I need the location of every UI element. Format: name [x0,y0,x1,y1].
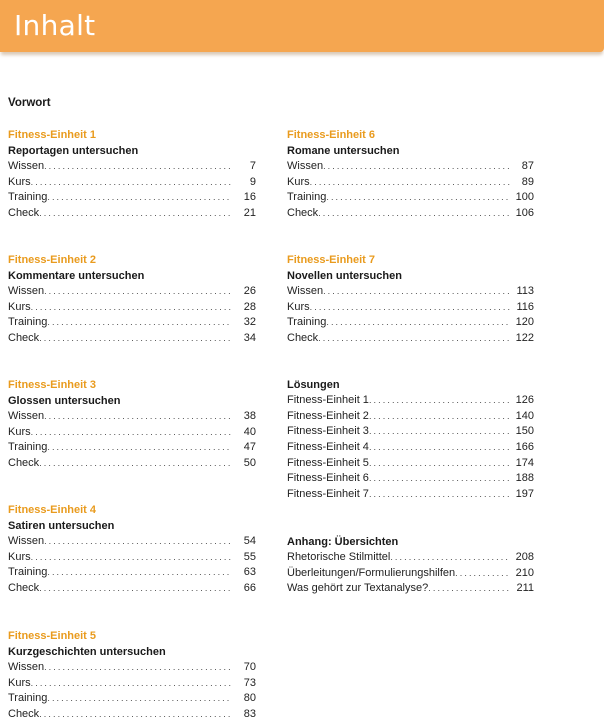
page-number: 87 [521,160,534,172]
entry-label: Wissen [287,160,324,172]
page-number: 166 [515,441,534,454]
entry-label: Wissen [8,160,45,172]
dot-leader [310,300,510,316]
dot-leader [39,456,232,472]
page-number: 40 [243,425,256,438]
unit-label: Fitness-Einheit 1 [8,129,97,141]
entry-label: Rhetorische Stilmittel [287,551,391,563]
entry-label: Check [287,332,319,345]
dot-leader [369,424,510,440]
entry-label: Wissen [8,285,45,297]
entry-label: Fitness-Einheit 7 [287,488,369,501]
toc-entry[interactable] [287,487,534,503]
toc-entry[interactable] [8,331,256,347]
toc-entry[interactable] [287,190,534,206]
dot-leader [47,440,232,456]
entry-label: Kurs [8,175,31,188]
entry-label: Training [287,316,327,329]
page-number: 9 [249,175,256,188]
page-number: 211 [516,582,534,595]
page-number: 140 [515,409,534,422]
entry-label: Fitness-Einheit 2 [287,409,369,422]
entry-label: Training [8,566,48,579]
toc-entry[interactable] [287,206,534,222]
dot-leader [369,456,510,472]
entry-label: Check [8,332,40,345]
dot-leader [47,190,232,206]
entry-label: Kurs [8,425,31,438]
toc-section-unit-5 [8,628,256,723]
toc-section-unit-4 [8,502,256,597]
section-title[interactable]: Novellen untersuchen [287,270,402,282]
unit-label: Fitness-Einheit 6 [287,129,376,141]
toc-entry[interactable] [8,581,256,597]
entry-label: Check [8,708,40,721]
unit-label: Fitness-Einheit 7 [287,254,376,266]
page-number: 174 [515,456,534,469]
dot-leader [31,425,232,441]
toc-entry[interactable] [8,190,256,206]
toc-entry[interactable] [287,424,534,440]
entry-label: Check [8,207,40,220]
page-number: 100 [515,191,534,204]
toc-entry[interactable] [8,315,256,331]
page-number: 21 [243,207,256,220]
page-number: 150 [515,425,534,438]
entry-label: Check [8,582,40,595]
entry-label: Training [8,692,48,705]
entry-label: Überleitungen/Formulierungshilfen [287,566,456,579]
entry-label: Training [8,316,48,329]
page-number: 55 [243,550,256,563]
section-title[interactable]: Kommentare untersuchen [8,270,145,282]
entry-label: Training [287,191,327,204]
toc-entry[interactable] [287,393,534,409]
dot-leader [44,660,232,676]
page-number: 66 [243,582,256,595]
dot-leader [44,284,232,300]
page-number: 83 [243,708,256,721]
toc-entry[interactable] [287,456,534,472]
entry-label: Kurs [8,300,31,313]
page-number: 26 [243,285,256,297]
toc-entry[interactable] [287,566,534,582]
dot-leader [369,409,510,425]
entry-label: Check [8,457,40,470]
dot-leader [318,331,509,347]
title-banner [0,0,604,52]
section-title[interactable]: Romane untersuchen [287,145,400,157]
entry-label: Fitness-Einheit 6 [287,472,369,485]
section-title[interactable]: Reportagen untersuchen [8,145,139,157]
unit-label: Fitness-Einheit 2 [8,254,97,266]
dot-leader [369,440,510,456]
toc-entry[interactable] [8,691,256,707]
section-title[interactable]: Lösungen [287,379,340,391]
entry-label: Fitness-Einheit 5 [287,456,369,469]
entry-label: Kurs [8,676,31,689]
page-number: 50 [243,457,256,470]
page-number: 120 [515,316,534,329]
dot-leader [323,284,510,300]
toc-section-unit-2 [8,252,256,347]
page-number: 34 [243,332,256,345]
dot-leader [323,159,510,175]
toc-entry[interactable] [8,676,256,692]
dot-leader [31,550,232,566]
toc-entry-vorwort[interactable]: Vorwort [8,97,51,109]
toc-entry[interactable] [287,159,534,175]
toc-entry[interactable] [287,471,534,487]
entry-label: Training [8,191,48,204]
dot-leader [47,565,232,581]
section-title[interactable]: Anhang: Übersichten [287,536,399,548]
dot-leader [31,175,232,191]
dot-leader [369,393,510,409]
toc-section-loesungen [287,377,534,503]
dot-leader [47,691,232,707]
toc-section-unit-1 [8,127,256,222]
toc-section-unit-3 [8,377,256,472]
page-title: Inhalt [14,9,96,42]
entry-label: Fitness-Einheit 1 [287,394,369,406]
toc-entry[interactable] [287,409,534,425]
entry-label: Wissen [8,661,45,673]
toc-entry[interactable] [287,284,534,300]
entry-label: Fitness-Einheit 3 [287,425,369,438]
toc-entry[interactable] [8,550,256,566]
entry-label: Kurs [8,550,31,563]
dot-leader [31,300,232,316]
dot-leader [39,581,232,597]
dot-leader [369,471,510,487]
unit-label: Fitness-Einheit 4 [8,504,97,516]
section-title[interactable]: Satiren untersuchen [8,520,115,532]
page-number: 7 [249,160,256,172]
toc-entry[interactable] [8,284,256,300]
dot-leader [44,409,232,425]
page-number: 38 [243,410,256,422]
page-number: 106 [515,207,534,220]
toc-entry[interactable] [287,440,534,456]
page-number: 116 [516,300,534,313]
page-number: 80 [243,692,256,705]
toc-section-unit-7 [287,252,534,347]
dot-leader [39,707,232,723]
toc-entry[interactable] [8,175,256,191]
entry-label: Wissen [8,410,45,422]
page-number: 32 [243,316,256,329]
toc-entry[interactable] [287,315,534,331]
page-number: 63 [243,566,256,579]
dot-leader [47,315,232,331]
dot-leader [369,487,510,503]
page-number: 70 [243,661,256,673]
dot-leader [326,190,509,206]
dot-leader [39,206,232,222]
dot-leader [428,581,510,597]
toc-entry[interactable] [8,534,256,550]
toc-entry[interactable] [8,660,256,676]
page-number: 28 [243,300,256,313]
toc-entry[interactable] [8,159,256,175]
toc-entry[interactable] [8,707,256,723]
page-number: 47 [243,441,256,454]
toc-entry[interactable] [8,300,256,316]
toc-section-unit-6 [287,127,534,222]
entry-label: Wissen [8,535,45,547]
toc-section-anhang [287,534,534,597]
page-number: 122 [515,332,534,345]
unit-label: Fitness-Einheit 5 [8,630,97,642]
page-number: 54 [243,535,256,547]
page-number: 188 [515,472,534,485]
entry-label: Fitness-Einheit 4 [287,441,369,454]
section-title[interactable]: Glossen untersuchen [8,395,121,407]
section-title[interactable]: Kurzgeschichten untersuchen [8,646,166,658]
page-number: 208 [515,551,534,563]
entry-label: Was gehört zur Textanalyse? [287,582,429,595]
page-number: 73 [243,676,256,689]
page-number: 126 [515,394,534,406]
entry-label: Kurs [287,300,310,313]
page-number: 210 [515,566,534,579]
entry-label: Wissen [287,285,324,297]
dot-leader [310,175,510,191]
dot-leader [44,159,232,175]
dot-leader [326,315,509,331]
toc-entry[interactable] [8,425,256,441]
entry-label: Training [8,441,48,454]
unit-label: Fitness-Einheit 3 [8,379,97,391]
toc-entry[interactable] [8,409,256,425]
dot-leader [31,676,232,692]
dot-leader [39,331,232,347]
dot-leader [390,550,509,566]
page-number: 197 [515,488,534,501]
toc-entry[interactable] [8,456,256,472]
page-number: 113 [516,285,534,297]
toc-entry[interactable] [287,175,534,191]
page-number: 16 [243,191,256,204]
toc-entry[interactable] [287,331,534,347]
page-number: 89 [521,175,534,188]
toc-entry[interactable] [287,550,534,566]
toc-entry[interactable] [8,440,256,456]
toc-entry[interactable] [287,581,534,597]
entry-label: Kurs [287,175,310,188]
dot-leader [318,206,509,222]
toc-entry[interactable] [287,300,534,316]
entry-label: Check [287,207,319,220]
toc-entry[interactable] [8,206,256,222]
dot-leader [44,534,232,550]
toc-entry[interactable] [8,565,256,581]
dot-leader [455,566,509,582]
